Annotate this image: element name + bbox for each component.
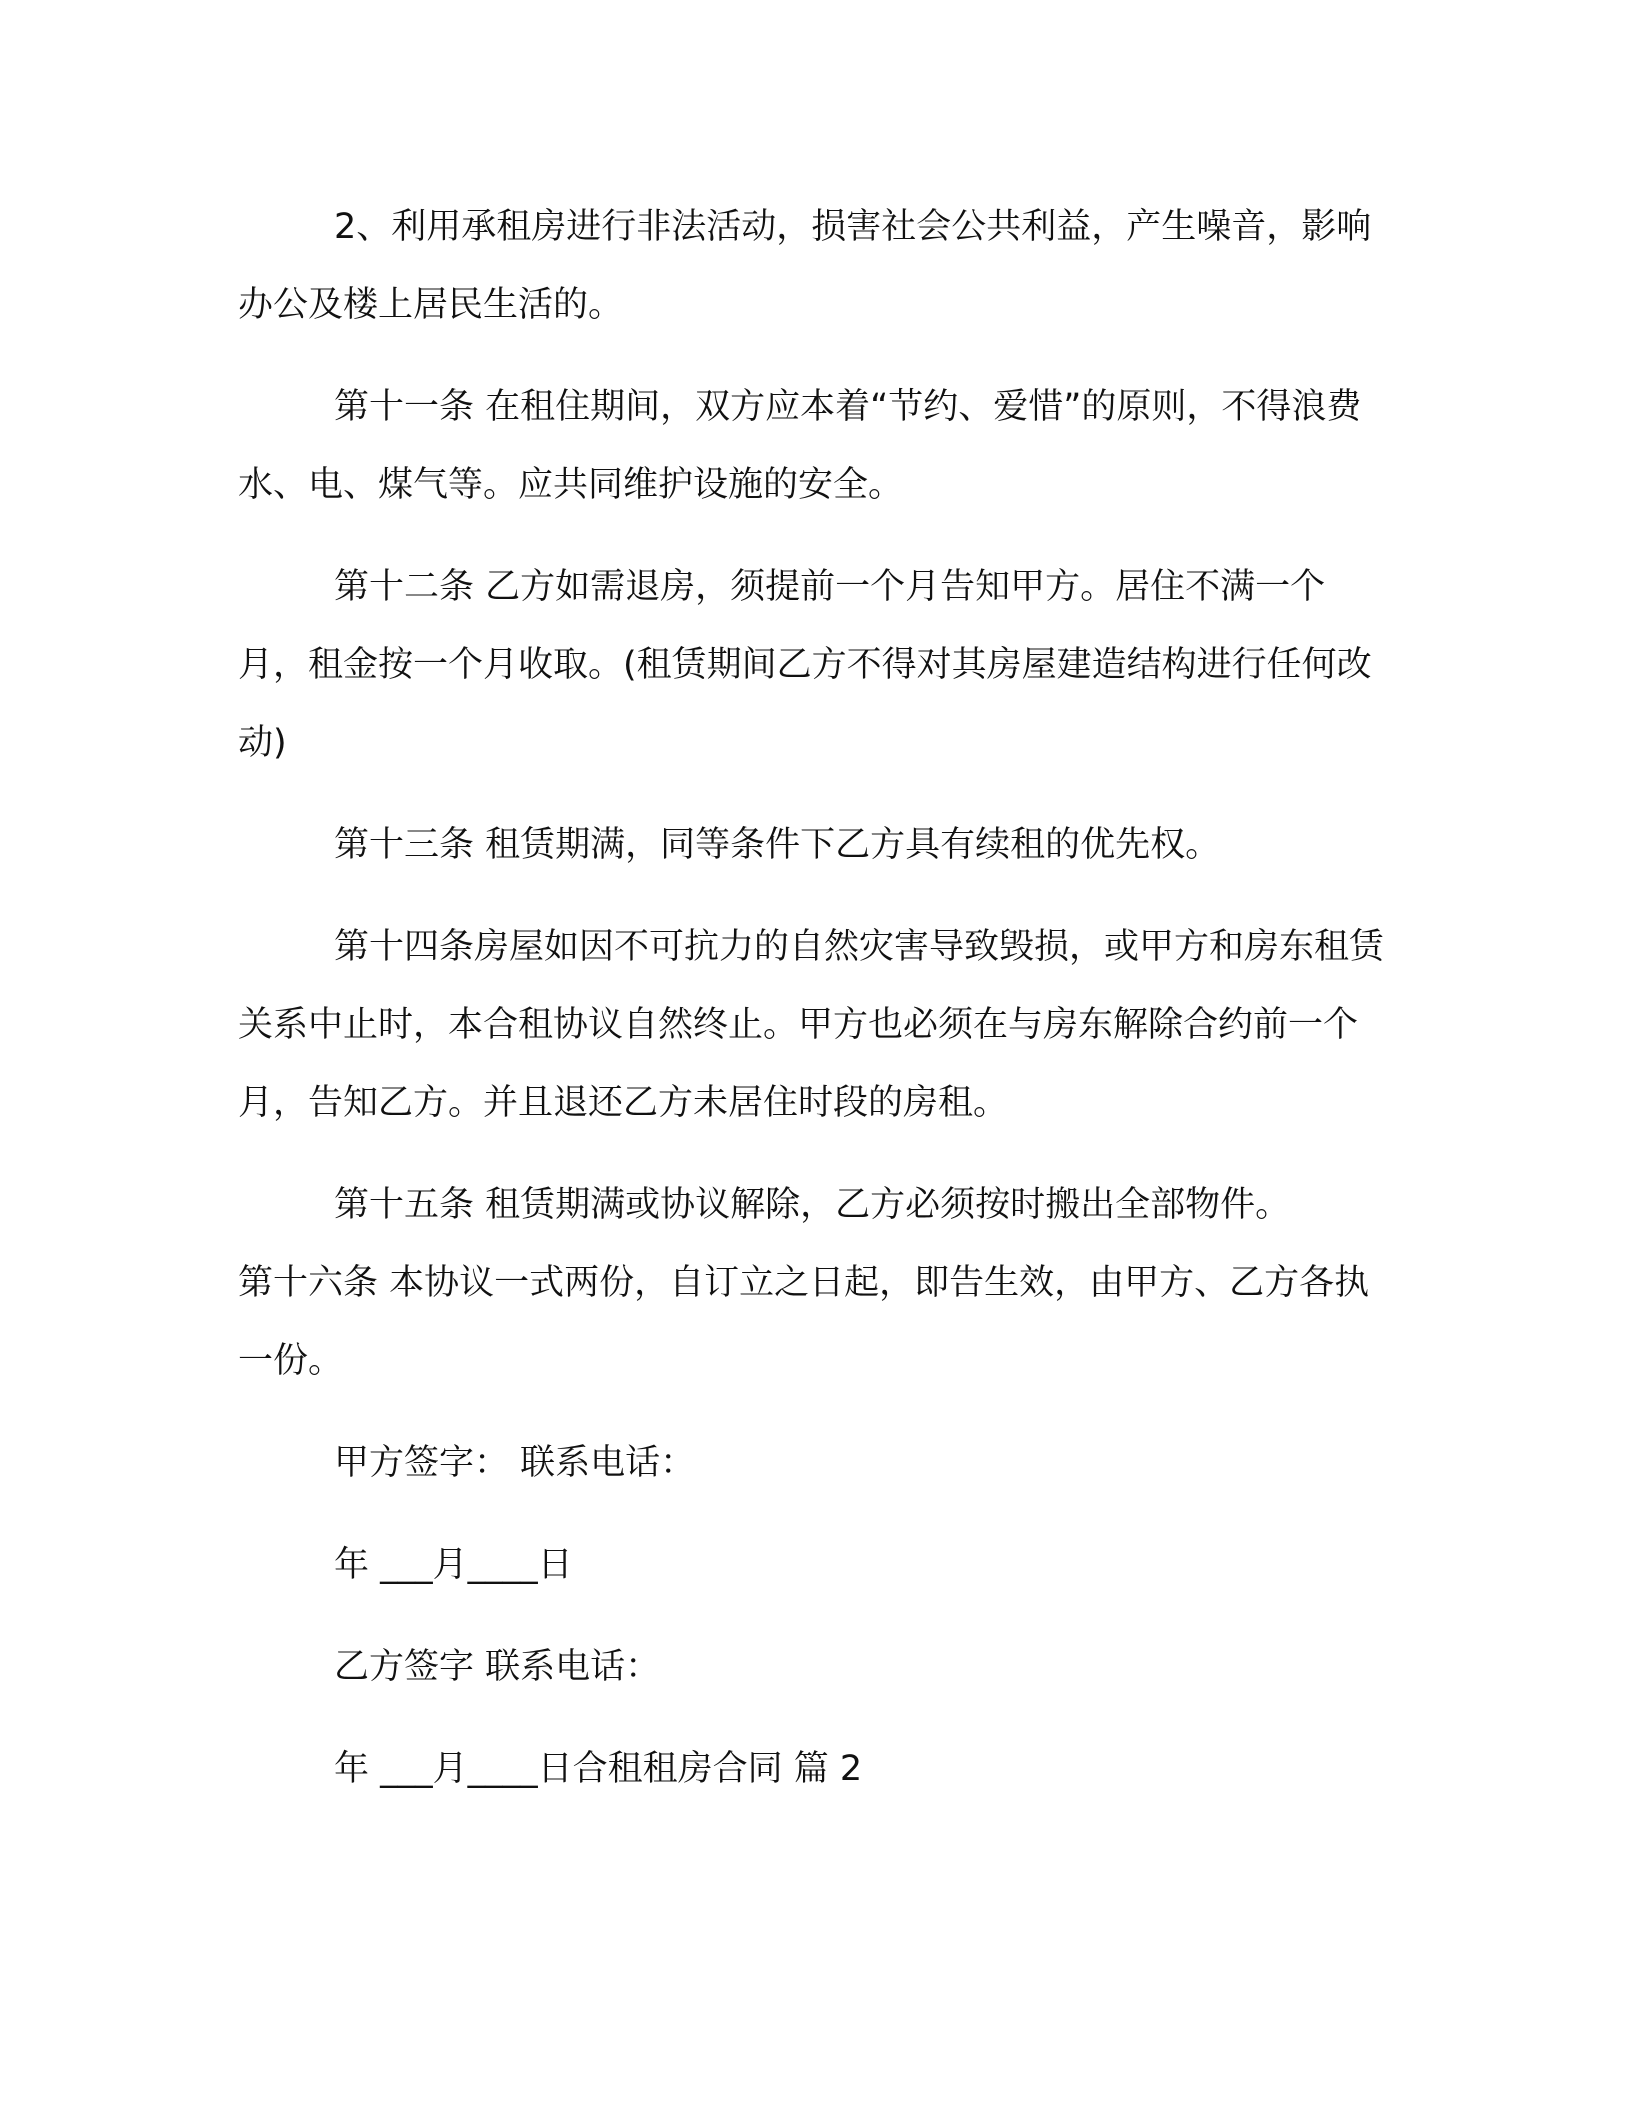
- party-a-signature: 甲方签字： 联系电话：: [334, 1443, 696, 1483]
- clause-paragraph: 2、利用承租房进行非法活动，损害社会公共利益，产生噪音，影响办公及楼上居民生活的。: [238, 207, 1372, 325]
- party-b-date: 年 ___月____日合租租房合同 篇 2: [334, 1749, 863, 1789]
- paragraph-gap: [238, 524, 1388, 548]
- paragraph-gap: [238, 344, 1388, 368]
- clause-16: 第十六条 本协议一式两份，自订立之日起，即告生效，由甲方、乙方各执一份。: [238, 1263, 1370, 1381]
- clause-14: 第十四条房屋如因不可抗力的自然灾害导致毁损，或甲方和房东租赁关系中止时，本合租协议自然终止。甲方也必须在与房东解除合约前一个月，告知乙方。并且退还乙方未居住时段的房租。: [238, 927, 1385, 1123]
- paragraph-gap: [238, 1706, 1388, 1730]
- paragraph-gap: [238, 1502, 1388, 1526]
- party-b-signature: 乙方签字 联系电话：: [334, 1647, 661, 1687]
- paragraph-gap: [238, 1142, 1388, 1166]
- clause-11: 第十一条 在租住期间，双方应本着“节约、爱惜”的原则，不得浪费水、电、煤气等。应共同维护设施的安全。: [238, 387, 1362, 505]
- paragraph-gap: [238, 884, 1388, 908]
- document-body: [238, 188, 1388, 1808]
- party-a-date: 年 ___月____日: [334, 1545, 573, 1585]
- clause-12: 第十二条 乙方如需退房，须提前一个月告知甲方。居住不满一个月，租金按一个月收取。(租赁期间乙方不得对其房屋建造结构进行任何改动): [238, 567, 1372, 763]
- clause-15: 第十五条 租赁期满或协议解除，乙方必须按时搬出全部物件。: [334, 1185, 1291, 1225]
- clause-13: 第十三条 租赁期满，同等条件下乙方具有续租的优先权。: [334, 825, 1221, 865]
- paragraph-gap: [238, 1604, 1388, 1628]
- paragraph-gap: [238, 782, 1388, 806]
- paragraph-gap: [238, 1400, 1388, 1424]
